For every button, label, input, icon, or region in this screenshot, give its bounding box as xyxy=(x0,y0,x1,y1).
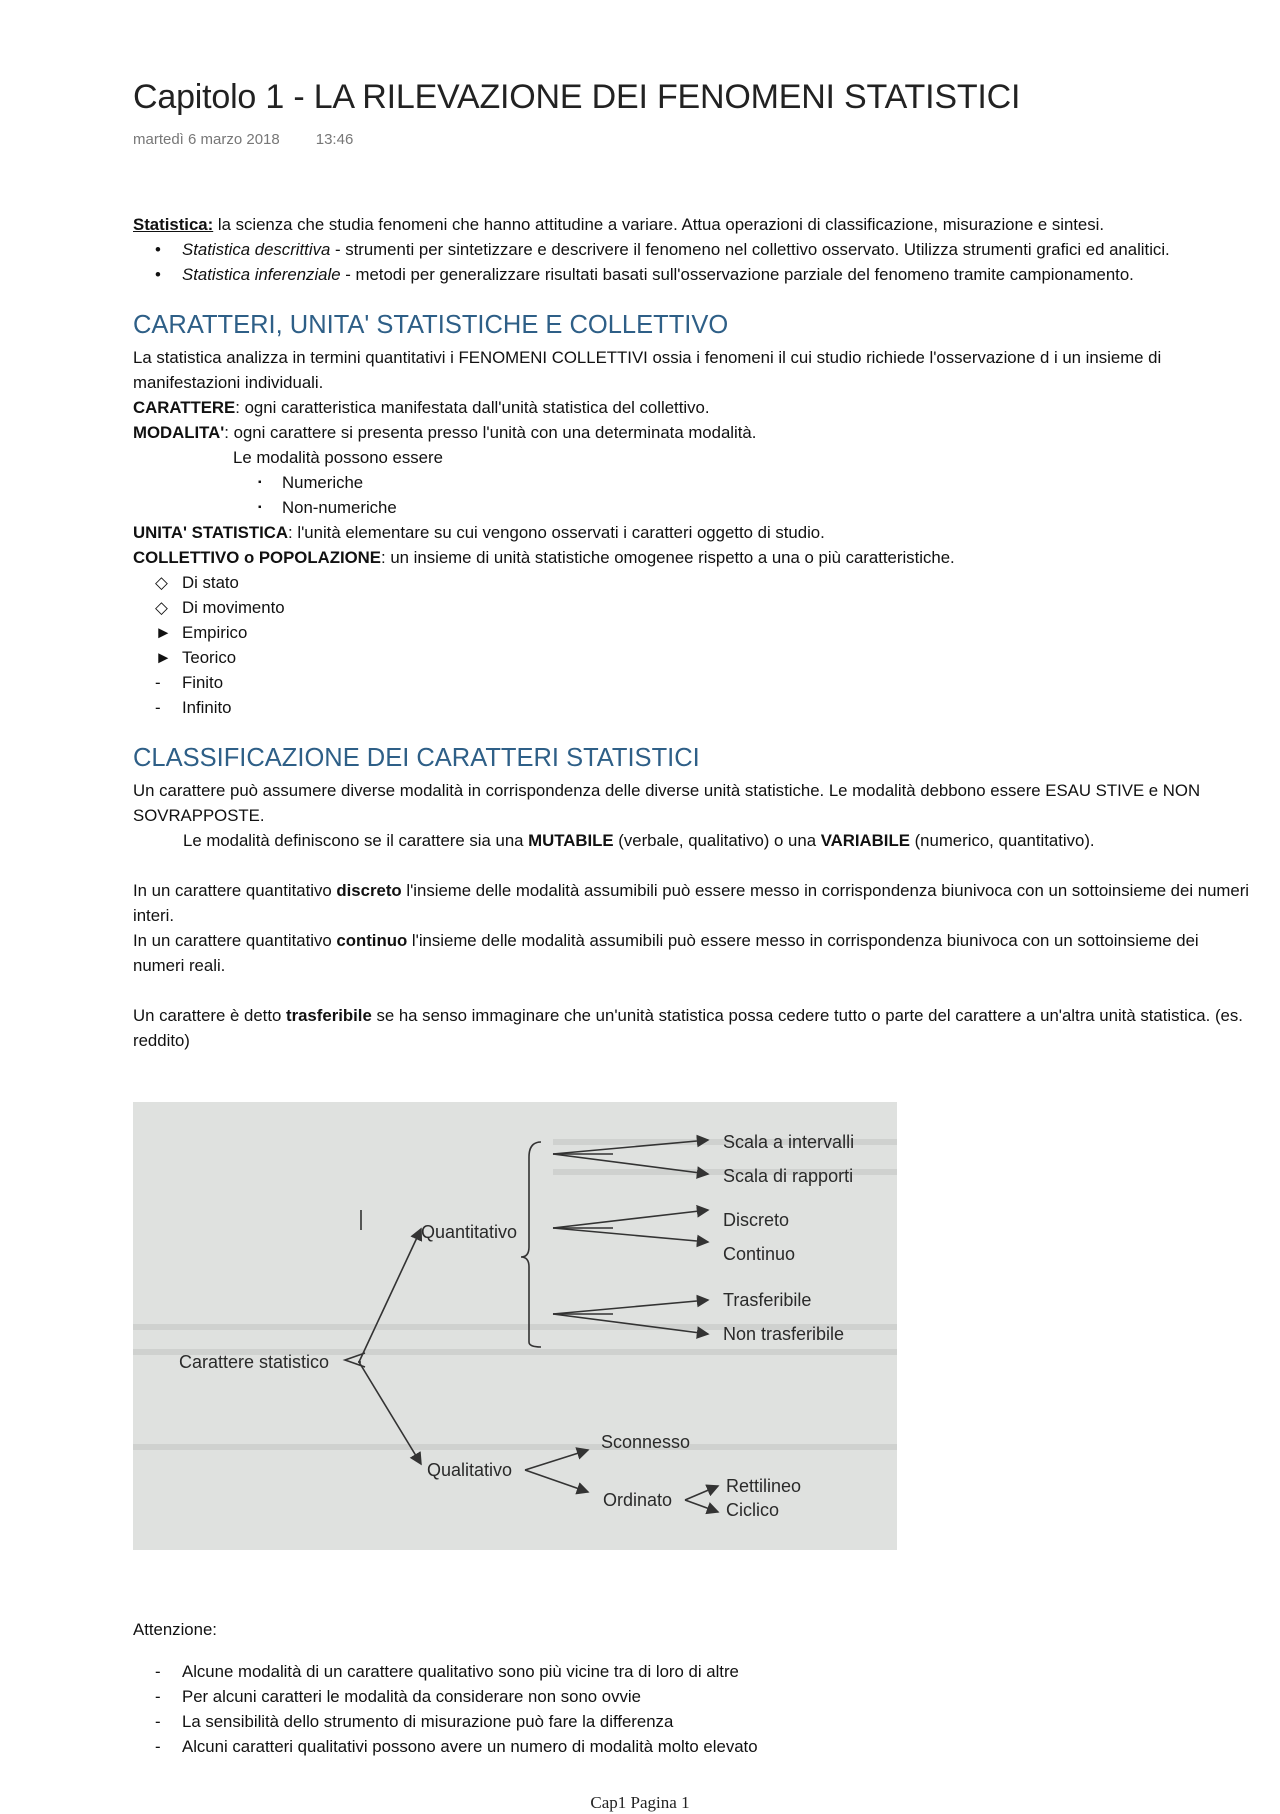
list-item-text: Empirico xyxy=(182,623,248,642)
list-item xyxy=(133,262,1253,287)
text-run: se ha senso immaginare che un'unità statistica possa cedere tutto o parte del carattere a un'altra unità statistica. (es. reddito) xyxy=(133,1006,1243,1050)
intro-bullets xyxy=(133,237,1253,287)
list-item-text: Alcune modalità di un carattere qualitativo sono più vicine tra di loro di altre xyxy=(182,1661,739,1681)
page-meta xyxy=(133,131,353,148)
definition-term: POPOLAZIONE xyxy=(258,548,381,567)
spacer xyxy=(133,978,1253,1003)
list-item xyxy=(133,645,1253,670)
bullet-text: - strumenti per sintetizzare e descrivere il fenomeno nel collettivo osservato. Utilizza strumenti grafici ed analitici. xyxy=(330,240,1170,259)
node-sconnesso: Sconnesso xyxy=(601,1432,691,1452)
node-scala-intervalli: Scala a intervalli xyxy=(723,1132,855,1152)
bullet-icon: • xyxy=(155,240,161,259)
attenzione-block xyxy=(133,1600,1253,1759)
text-run: Un carattere è detto xyxy=(133,1006,286,1025)
square-bullet-icon: ▪ xyxy=(258,502,262,513)
node-quantitativo: Quantitativo xyxy=(421,1222,518,1242)
bullet-term: Statistica inferenziale xyxy=(182,265,341,284)
node-scala-rapporti: Scala di rapporti xyxy=(723,1166,854,1186)
connector-quantitativo xyxy=(359,1229,421,1362)
list-item xyxy=(133,1709,1253,1734)
list-item-text: Di movimento xyxy=(182,598,285,617)
list-item xyxy=(133,595,1253,620)
intro-term: Statistica: xyxy=(133,215,214,234)
modalita-sub: Le modalità possono essere xyxy=(233,448,443,467)
intro-text: la scienza che studia fenomeni che hanno attitudine a variare. Attua operazioni di classificazione, misurazione e sintesi. xyxy=(213,215,1105,234)
dash-bullet-icon: - xyxy=(155,1711,161,1731)
bullet-icon: • xyxy=(155,265,161,284)
dash-bullet-icon: - xyxy=(155,1661,161,1681)
definition-text: : un insieme di unità statistiche omogenee rispetto a una o più caratteristiche. xyxy=(381,548,955,567)
text-run-bold: trasferibile xyxy=(285,1006,372,1025)
text-run: (verbale, qualitativo) o una xyxy=(613,831,821,850)
definition-text: : ogni carattere si presenta presso l'unità con una determinata modalità. xyxy=(224,423,757,442)
text-run: In un carattere quantitativo xyxy=(133,931,337,950)
spacer xyxy=(133,853,1253,878)
collettivo-definition xyxy=(133,545,1253,570)
classification-diagram xyxy=(133,1102,897,1550)
page-time: 13:46 xyxy=(315,131,354,148)
dash-bullet-icon: - xyxy=(155,1736,161,1756)
definition-term: UNITA' STATISTICA xyxy=(133,523,289,542)
modalita-definition xyxy=(133,420,1253,445)
page-footer: Cap1 Pagina 1 xyxy=(590,1793,690,1812)
unita-definition xyxy=(133,520,1253,545)
dash-bullet-icon: - xyxy=(155,698,161,717)
list-item xyxy=(133,237,1253,262)
list-item-text: Non-numeriche xyxy=(282,498,397,517)
list-item-text: Alcuni caratteri qualitativi possono avere un numero di modalità molto elevato xyxy=(182,1736,758,1756)
classification-diagram-image xyxy=(133,1102,897,1550)
dash-bullet-icon: - xyxy=(155,673,161,692)
list-item-text: Di stato xyxy=(182,573,239,592)
list-item-text: Numeriche xyxy=(282,473,364,492)
list-item xyxy=(133,470,1253,495)
node-ciclico: Ciclico xyxy=(726,1500,780,1520)
list-item-text: Teorico xyxy=(182,648,237,667)
list-item-text: Finito xyxy=(182,673,224,692)
list-item xyxy=(133,620,1253,645)
definition-text: : l'unità elementare su cui vengono osservati i caratteri oggetto di studio. xyxy=(288,523,825,542)
diamond-bullet-icon: ◇ xyxy=(155,573,168,592)
node-trasferibile: Trasferibile xyxy=(723,1290,812,1310)
list-item xyxy=(133,670,1253,695)
attenzione-list xyxy=(133,1659,1253,1759)
text-run: (numerico, quantitativo). xyxy=(909,831,1095,850)
text-run: l'insieme delle modalità assumibili può essere messo in corrispondenza biunivoca con un sottoinsieme dei numeri reali. xyxy=(133,931,1199,975)
list-item xyxy=(133,1659,1253,1684)
arrow-bullet-icon: ► xyxy=(155,648,172,667)
list-item xyxy=(133,1734,1253,1759)
definition-connector: o xyxy=(239,548,259,567)
section-heading-classificazione: CLASSIFICAZIONE DEI CARATTERI STATISTICI xyxy=(133,744,700,772)
arrow-bullet-icon: ► xyxy=(155,623,172,642)
continuo-paragraph xyxy=(133,928,1253,978)
node-discreto: Discreto xyxy=(723,1210,790,1230)
text-run-bold: continuo xyxy=(336,931,408,950)
list-item xyxy=(133,1684,1253,1709)
definition-text: : ogni caratteristica manifestata dall'unità statistica del collettivo. xyxy=(235,398,710,417)
bullet-text: - metodi per generalizzare risultati basati sull'osservazione parziale del fenomeno tramite campionamento. xyxy=(340,265,1134,284)
node-qualitativo: Qualitativo xyxy=(427,1460,513,1480)
discreto-paragraph xyxy=(133,878,1253,928)
text-run-bold: VARIABILE xyxy=(820,831,910,850)
diamond-bullet-icon: ◇ xyxy=(155,598,168,617)
section2-para2 xyxy=(133,828,1253,853)
list-item xyxy=(133,570,1253,595)
collettivo-list xyxy=(133,570,1253,720)
list-item xyxy=(133,495,1253,520)
list-item xyxy=(133,695,1253,720)
square-bullet-icon: ▪ xyxy=(258,477,262,488)
note-body xyxy=(133,212,1253,1053)
carattere-definition xyxy=(133,395,1253,420)
list-item-text: Per alcuni caratteri le modalità da considerare non sono ovvie xyxy=(182,1686,641,1706)
node-rettilineo: Rettilineo xyxy=(726,1476,802,1496)
text-run-bold: discreto xyxy=(336,881,402,900)
page-date: martedì 6 marzo 2018 xyxy=(133,131,280,148)
node-ordinato: Ordinato xyxy=(603,1490,673,1510)
node-root: Carattere statistico xyxy=(179,1352,330,1372)
text-run: In un carattere quantitativo xyxy=(133,881,337,900)
section-heading-caratteri: CARATTERI, UNITA' STATISTICHE E COLLETTIVO xyxy=(133,311,729,339)
definition-term: CARATTERE xyxy=(133,398,236,417)
section2-para1: Un carattere può assumere diverse modalità in corrispondenza delle diverse unità statistiche. Le modalità debbono essere ESAU STIVE e NON SOVRAPPOSTE. xyxy=(133,781,1201,825)
trasferibile-paragraph xyxy=(133,1003,1253,1053)
text-run: l'insieme delle modalità assumibili può essere messo in corrispondenza biunivoca con un sottoinsieme dei numeri interi. xyxy=(133,881,1250,925)
section1-para: La statistica analizza in termini quantitativi i FENOMENI COLLETTIVI ossia i fenomeni il cui studio richiede l'osservazione d i un insieme di manifestazioni individuali. xyxy=(133,348,1162,392)
definition-term: MODALITA' xyxy=(133,423,225,442)
list-item-text: La sensibilità dello strumento di misurazione può fare la differenza xyxy=(182,1711,674,1731)
page-title: Capitolo 1 - LA RILEVAZIONE DEI FENOMENI STATISTICI xyxy=(133,78,1021,116)
list-item-text: Infinito xyxy=(182,698,232,717)
bullet-term: Statistica descrittiva xyxy=(182,240,331,259)
node-non-trasferibile: Non trasferibile xyxy=(723,1324,845,1344)
dash-bullet-icon: - xyxy=(155,1686,161,1706)
text-run: Le modalità definiscono se il carattere sia una xyxy=(183,831,529,850)
modalita-list xyxy=(133,470,1253,520)
node-continuo: Continuo xyxy=(723,1244,796,1264)
text-run-bold: MUTABILE xyxy=(528,831,614,850)
definition-term: COLLETTIVO xyxy=(133,548,240,567)
attenzione-label: Attenzione: xyxy=(133,1619,217,1639)
intro-paragraph xyxy=(133,212,1253,237)
